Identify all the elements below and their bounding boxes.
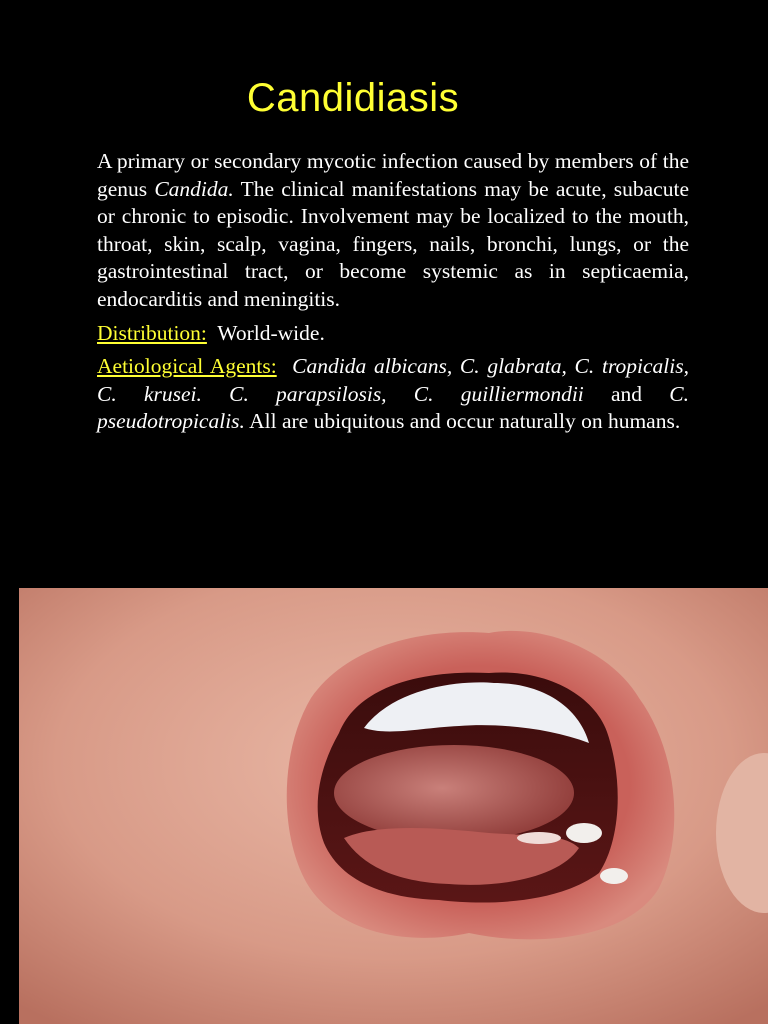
intro-part1: A primary or secondary mycotic infection caused by members of the genus [97,149,689,201]
intro-part2: The clinical manifestations may be acute, subacute or chronic to episodic. Involvement may be localized to the mouth, throat, skin, scalp, vagina, fingers, nails, bronchi, lungs, or the gastrointestinal tract, or become systemic as in septicaemia, endocarditis and meningitis. [97,176,689,311]
distribution-label: Distribution: [97,320,207,345]
white-patch-corner [600,868,628,884]
slide-title: Candidiasis [246,76,460,120]
oral-candidiasis-photo [19,588,768,1024]
agents-species-main: Candida albicans, C. glabrata, C. tropicalis, C. krusei. C. parapsilosis, C. guilliermondii [97,354,689,406]
intro-paragraph [97,148,689,314]
agents-label: Aetiological Agents: [97,354,277,379]
white-patch-lower [517,832,561,844]
tongue-shape [334,745,574,841]
intro-genus: Candida. [154,176,234,201]
photo-illustration [19,588,768,1024]
agents-species-last: C. pseudotropicalis. [97,381,689,434]
agents-tail: All are ubiquitous and occur naturally on humans. [244,409,681,434]
white-patch-right [566,823,602,843]
distribution-value: World-wide. [217,320,325,345]
agents-and: and [583,381,670,406]
agents-paragraph [97,353,689,436]
distribution-paragraph [97,320,689,348]
slide-body [97,148,689,442]
